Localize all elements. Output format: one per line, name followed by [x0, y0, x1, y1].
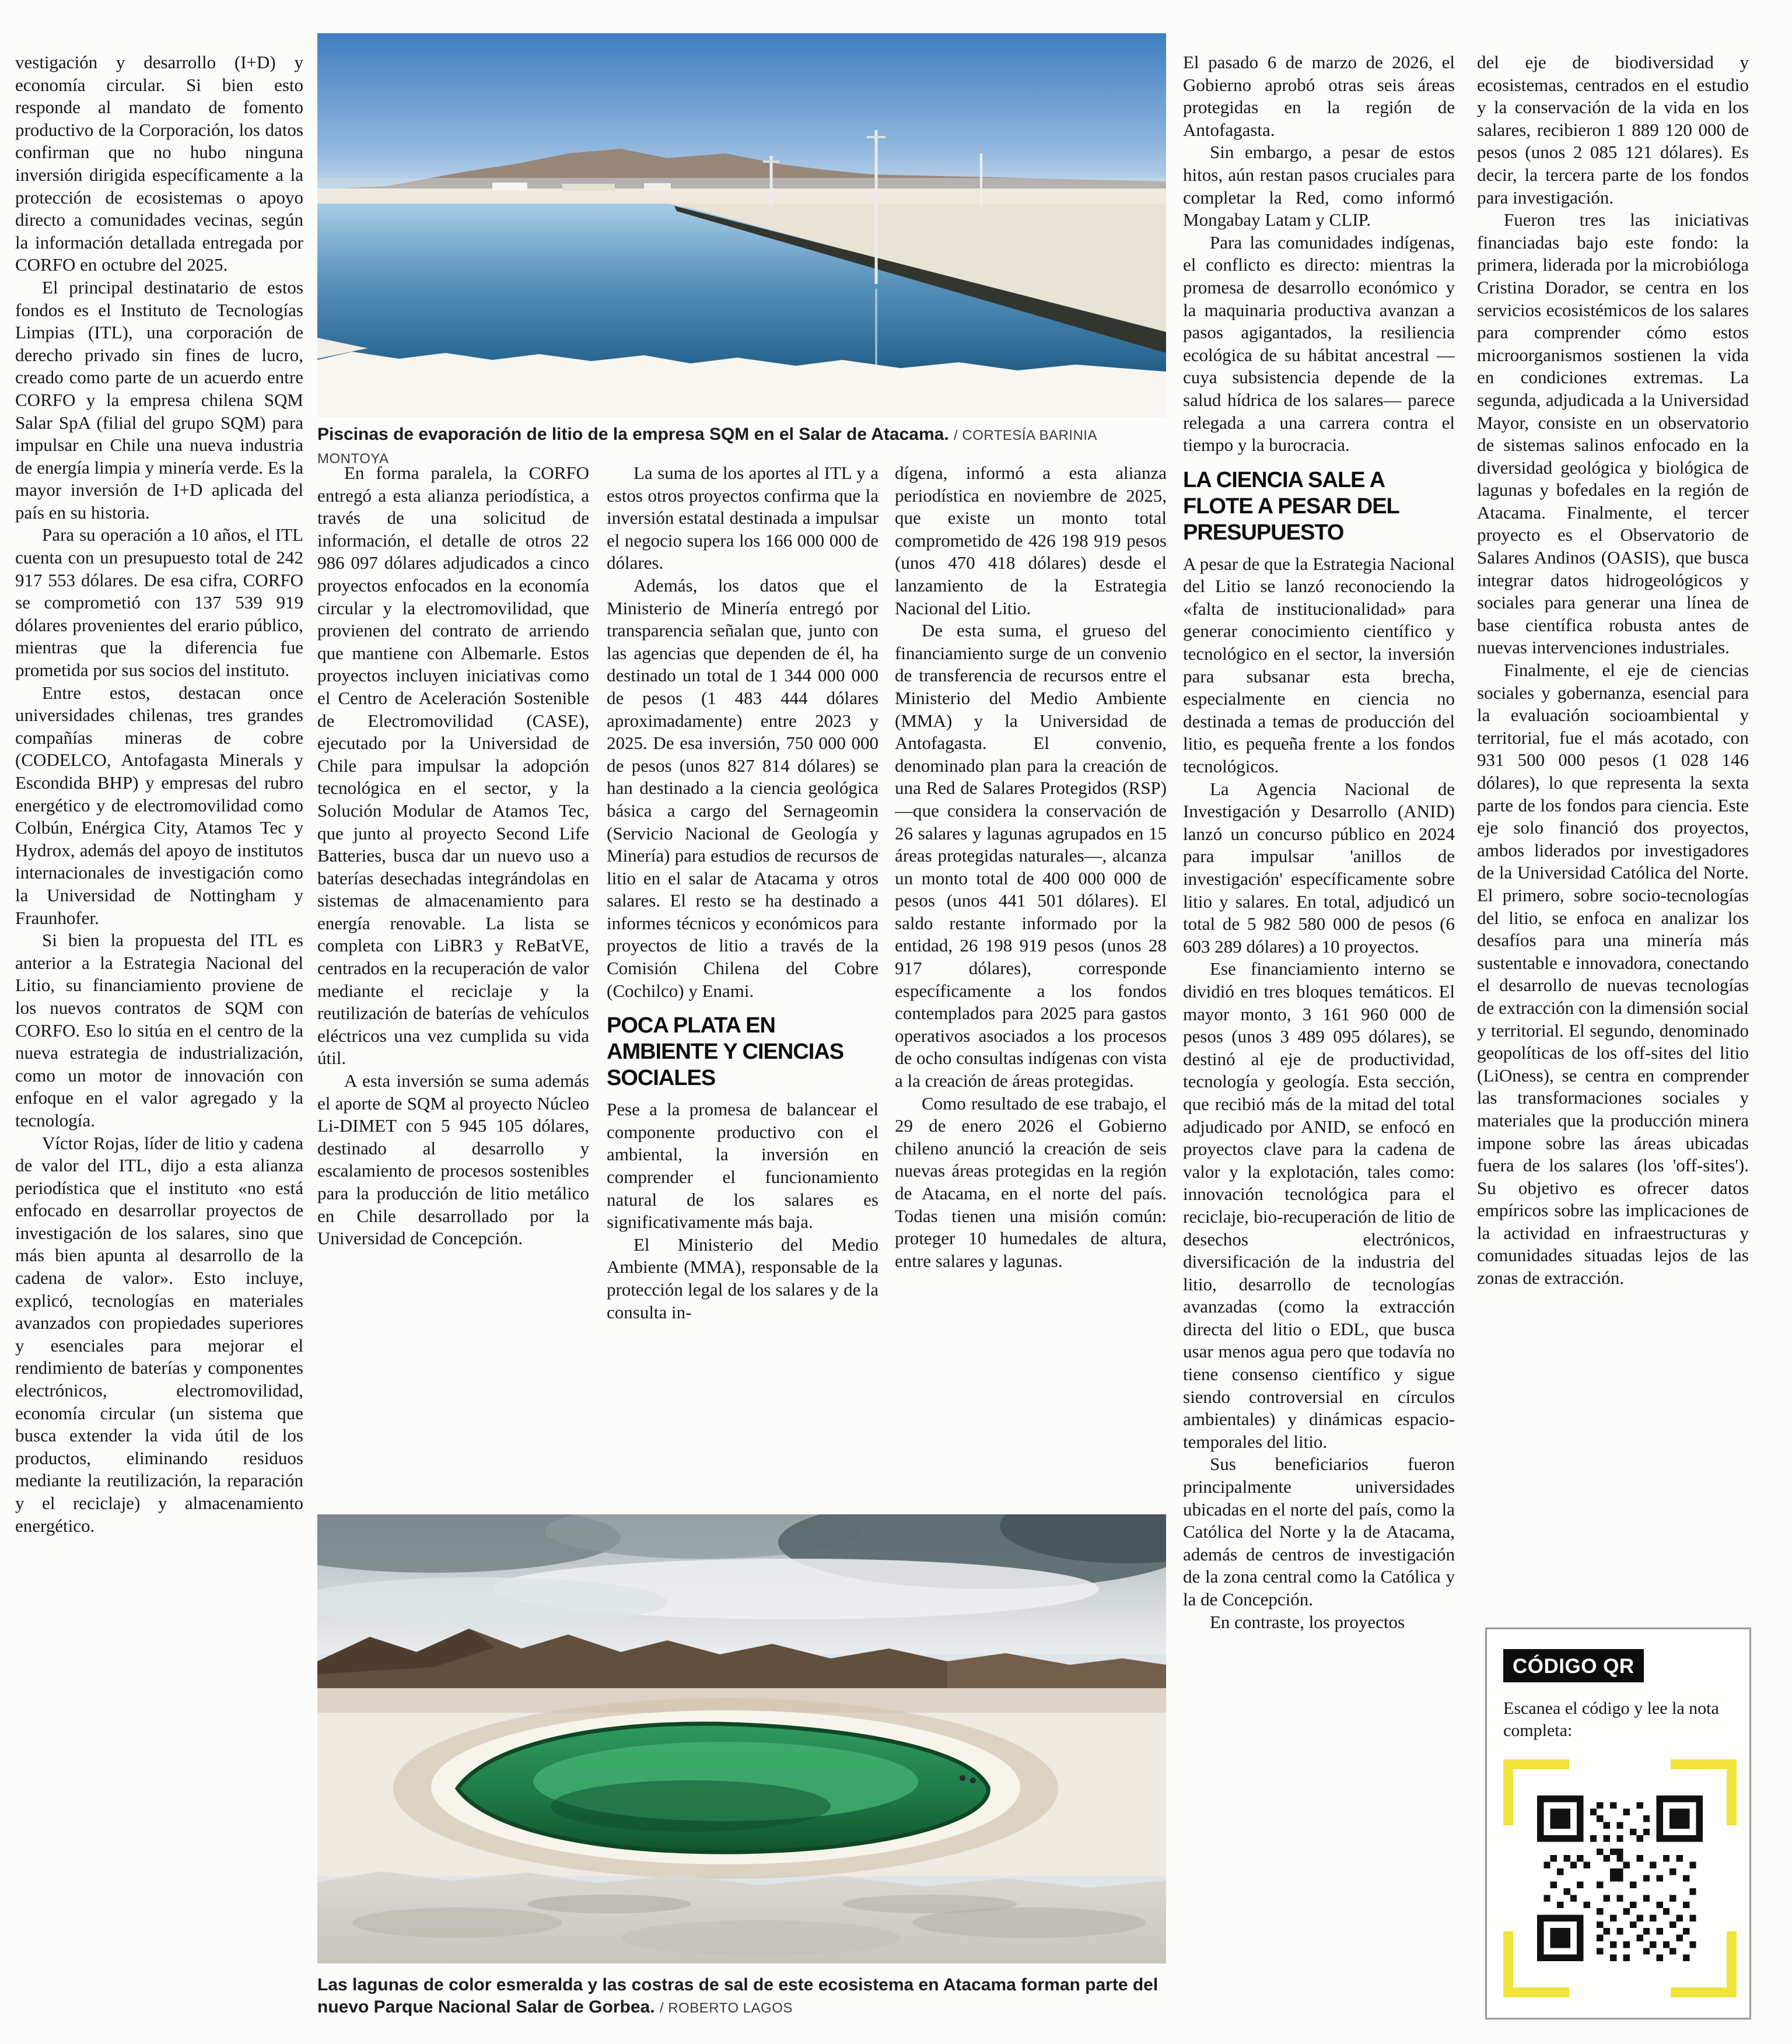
paragraph: Para las comunidades indígenas, el conflicto es directo: mientras la promesa de desarrollo económico y la maquinaria productiva avanzan a pasos agigantados, la resiliencia ecológica de su hábitat ancestral —cuya subsistencia depende de la salud hídrica de los salares— parece relegada a una carrera contra el tiempo y la burocracia. [1183, 232, 1455, 456]
qr-code-icon [1537, 1796, 1703, 1961]
article-column-2 [317, 462, 589, 1489]
article-column-1 [15, 51, 303, 1947]
paragraph: Sus beneficiarios fueron principalmente universidades ubicadas en el norte del país, como la Católica del Norte y la de Atacama, además de centros de investigación de la zona central como la Católica y la de Concepción. [1183, 1454, 1455, 1609]
paragraph: Si bien la propuesta del ITL es anterior a la Estrategia Nacional del Litio, su financiamiento proviene de los nuevos contratos de SQM con CORFO. Eso lo sitúa en el centro de la nueva estrategia de industrialización, como un motor de innovación con enfoque en el valor agregado y la tecnología. [15, 930, 303, 1130]
paragraph: Finalmente, el eje de ciencias sociales y gobernanza, esencial para la evaluación socioambiental y territorial, fue el más acotado, con 931 500 000 pesos (1 028 146 dólares), lo que representa la sexta parte de los fondos para ciencia. Este eje solo financió dos proyectos, ambos liderados por investigadores de la Universidad Católica del Norte. El primero, sobre socio-tecnologías del litio, se enfoca en analizar los desafíos para una minería más sustentable e innovadora, conectando el desarrollo de nuevas tecnologías de extracción con la dimensión social y territorial. El segundo, denominado geopolíticas de los off-sites del litio (LiOness), se centra en comprender las transformaciones sociales y materiales que la producción minera impone sobre las áreas ubicadas fuera de los salares (los 'off-sites'). Su objetivo es ofrecer datos empíricos sobre las implicaciones de la actividad en infraestructuras y comunidades situadas lejos de las zonas de extracción. [1477, 660, 1749, 1289]
paragraph: Como resultado de ese trabajo, el 29 de enero 2026 el Gobierno chileno anunció la creación de seis nuevas áreas protegidas en la región de Atacama, en el norte del país. Todas tienen una misión común: proteger 10 humedales de altura, entre salares y lagunas. [895, 1093, 1167, 1271]
article-column-3 [607, 462, 878, 1494]
paragraph: del eje de biodiversidad y ecosistemas, centrados en el estudio y la conservación de la vida en los salares, recibieron 1 889 120 000 de pesos (unos 2 085 121 dólares). Es decir, la tercera parte de los fondos para investigación. [1477, 52, 1749, 208]
paragraph: Para su operación a 10 años, el ITL cuenta con un presupuesto total de 242 917 553 dólares. De esa cifra, CORFO se comprometió con 137 539 919 dólares provenientes del erario público, mientras que la diferencia fue prometida por sus socios del instituto. [15, 524, 303, 681]
article-column-4 [895, 462, 1167, 1494]
paragraph: dígena, informó a esta alianza periodística en noviembre de 2025, que existe un monto total comprometido de 426 198 919 pesos (unos 470 418 dólares) desde el lanzamiento de la Estrategia Nacional del Litio. [895, 463, 1167, 618]
caption-bottom-photo [317, 1974, 1166, 2020]
caption-text: Las lagunas de color esmeralda y las costras de sal de este ecosistema en Atacama forman parte del nuevo Parque Nacional Salar de Gorbea. [317, 1975, 1158, 2017]
paragraph: Entre estos, destacan once universidades chilenas, tres grandes compañías mineras de cobre (CODELCO, Antofagasta Minerals y Escondida BHP) y empresas del rubro energético y de electromovilidad como Colbún, Enérgica City, Atamos Tec y Hydrox, además del apoyo de institutos internacionales de investigación como la Universidad de Nottingham y Fraunhofer. [15, 682, 303, 928]
section-subhead-environment: POCA PLATA EN AMBIENTE Y CIENCIAS SOCIALES [607, 1013, 844, 1091]
paragraph: La suma de los aportes al ITL y a estos otros proyectos confirma que la inversión estatal destinada a impulsar el negocio supera los 166 000 000 de dólares. [607, 463, 878, 573]
paragraph: En forma paralela, la CORFO entregó a esta alianza periodística, a través de una solicitud de información, el detalle de otros 22 986 097 dólares adjudicados a cinco proyectos enfocados en la economía circular y la electromovilidad, que provienen del contrato de arriendo que mantiene con Albemarle. Estos proyectos incluyen iniciativas como el Centro de Aceleración Sostenible de Electromovilidad (CASE), ejecutado por la Universidad de Chile para impulsar la adopción tecnológica en el sector, y la Solución Modular de Atamos Tec, que junto al proyecto Second Life Batteries, busca dar un nuevo uso a baterías desechadas integrándolas en sistemas de almacenamiento para energía renovable. La lista se completa con LiBR3 y ReBatVE, centrados en la recuperación de valor mediante el reciclaje y la reutilización de baterías de vehículos eléctricos una vez cumplida su vida útil. [317, 463, 589, 1069]
qr-box-instruction: Escanea el código y lee la nota completa: [1503, 1699, 1719, 1740]
paragraph: El principal destinatario de estos fondos es el Instituto de Tecnologías Limpias (ITL), una corporación de derecho privado sin fines de lucro, creado como parte de un acuerdo entre CORFO y la empresa chilena SQM Salar SpA (filial del grupo SQM) para impulsar en Chile una nueva industria de energía limpia y minería verde. Es la mayor inversión de I+D aplicada del país en su historia. [15, 276, 303, 523]
emerald-lagoon-image [317, 1514, 1166, 1964]
section-subhead-science: LA CIENCIA SALE A FLOTE A PESAR DEL PRESUPUESTO [1183, 467, 1399, 545]
paragraph: En contraste, los proyectos [1210, 1611, 1405, 1632]
qr-code-box [1485, 1628, 1751, 2020]
article-column-6 [1477, 51, 1749, 1615]
paragraph: vestigación y desarrollo (I+D) y economía circular. Si bien esto responde al mandato de fomento productivo de la Corporación, los datos confirman que no hubo ninguna inversión dirigida específicamente a la protección de ecosistemas o apoyo directo a comunidades vecinas, según la información detallada entregada por CORFO en octubre del 2025. [15, 52, 303, 275]
qr-box-title: CÓDIGO QR [1503, 1649, 1644, 1682]
paragraph: Sin embargo, a pesar de estos hitos, aún restan pasos cruciales para completar la Red, como informó Mongabay Latam y CLIP. [1183, 142, 1455, 230]
article-column-5 [1183, 51, 1455, 2035]
paragraph: De esta suma, el grueso del financiamiento surge de un convenio de transferencia de recursos entre el Ministerio del Medio Ambiente (MMA) y la Universidad de Antofagasta. El convenio, denominado plan para la creación de una Red de Salares Protegidos (RSP) —que considera la conservación de 26 salares y lagunas agrupados en 15 áreas protegidas naturales—, alcanza un monto total de 400 000 000 de pesos (unos 441 501 dólares). El saldo restante informado por la entidad, 26 198 919 pesos (unos 28 917 dólares), corresponde específicamente a los fondos contemplados para 2025 para gastos operativos asociados a los procesos de ocho consultas indígenas con vista a la creación de áreas protegidas. [895, 620, 1167, 1091]
paragraph: A pesar de que la Estrategia Nacional del Litio se lanzó reconociendo la «falta de institucionalidad» para generar conocimiento científico y tecnológico en el sector, la inversión para subsanar esta brecha, especialmente en ciencia no destinada a temas de producción del litio, es pequeña frente a los fondos tecnológicos. [1183, 553, 1455, 777]
photo-evaporation-ponds [317, 33, 1166, 417]
qr-code-frame [1503, 1759, 1737, 1997]
paragraph: Víctor Rojas, líder de litio y cadena de valor del ITL, dijo a esta alianza periodística que el instituto «no está enfocado en desarrollar proyectos de investigación de los salares, sino que más bien apunta al desarrollo de la cadena de valor». Esto incluye, explicó, tecnologías en materiales avanzados con propiedades superiores y esenciales para mejorar el rendimiento de baterías y componentes electrónicos, electromovilidad, economía circular (un sistema que busca extender la vida útil de los productos, eliminando residuos mediante la reutilización, la reparación y el reciclaje) y almacenamiento energético. [15, 1132, 303, 1536]
paragraph: La Agencia Nacional de Investigación y Desarrollo (ANID) lanzó un concurso público en 2024 para impulsar 'anillos de investigación' específicamente sobre litio y salares. En total, adjudicó un total de 5 982 580 000 de pesos (6 603 289 dólares) a 10 proyectos. [1183, 778, 1455, 957]
paragraph: Pese a la promesa de balancear el componente productivo con el ambiental, la inversión en comprender el funcionamiento natural de los salares es significativamente más baja. [607, 1099, 878, 1233]
caption-credit: / ROBERTO LAGOS [659, 2000, 793, 2016]
evaporation-ponds-image [317, 33, 1166, 417]
paragraph: A esta inversión se suma además el aporte de SQM al proyecto Núcleo Li-DIMET con 5 945 105 dólares, destinado al desarrollo y escalamiento de procesos sostenibles para la producción de litio metálico en Chile desarrollado por la Universidad de Concepción. [317, 1070, 589, 1249]
paragraph: El pasado 6 de marzo de 2026, el Gobierno aprobó otras seis áreas protegidas en la región de Antofagasta. [1183, 52, 1455, 140]
paragraph: El Ministerio del Medio Ambiente (MMA), responsable de la protección legal de los salares y de la consulta in- [607, 1234, 878, 1322]
paragraph: Fueron tres las iniciativas financiadas bajo este fondo: la primera, liderada por la microbióloga Cristina Dorador, se centra en los servicios ecosistémicos de los salares para comprender cómo estos microorganismos sostienen la vida en condiciones extremas. La segunda, adjudicada a la Universidad Mayor, consiste en un observatorio de sistemas salinos enfocado en la diversidad geológica y biológica de lagunas y bofedales en la región de Atacama. Finalmente, el tercer proyecto es el Observatorio de Salares Andinos (OASIS), que busca integrar datos hidrogeológicos y sociales para generar una línea de base científica robusta antes de nuevas intervenciones industriales. [1477, 209, 1749, 658]
caption-text: Piscinas de evaporación de litio de la empresa SQM en el Salar de Atacama. [317, 425, 949, 444]
photo-emerald-lagoon [317, 1514, 1166, 1964]
caption-credit: / CORTESÍA BARINIA MONTOYA [317, 428, 1097, 467]
paragraph: Ese financiamiento interno se dividió en tres bloques temáticos. El mayor monto, 3 161 960 000 de pesos (unos 3 489 095 dólares), se destinó al eje de productividad, tecnología y geología. Esta sección, que recibió más de la mitad del total adjudicado por ANID, se enfocó en proyectos clave para la cadena de valor y la explotación, tales como: innovación tecnológica para el reciclaje, bio-recuperación de litio de desechos electrónicos, diversificación de la industria del litio, desarrollo de tecnologías avanzadas (como la extracción directa del litio o EDL, que busca usar menos agua pero que todavía no tiene consenso científico y sigue siendo controversial en círculos ambientales) y dinámicas espacio-temporales del litio. [1183, 958, 1455, 1452]
paragraph: Además, los datos que el Ministerio de Minería entregó por transparencia señalan que, junto con las agencias que dependen de él, ha destinado un total de 1 344 000 000 de pesos (1 483 444 dólares aproximadamente) entre 2023 y 2025. De esa inversión, 750 000 000 de pesos (unos 827 814 dólares) se han destinado a la ciencia geológica básica a cargo del Sernageomin (Servicio Nacional de Geología y Minería) para estudios de recursos de litio en el salar de Atacama y otros salares. El resto se ha destinado a informes técnicos y económicos para proyectos de litio a través de la Comisión Chilena del Cobre (Cochilco) y Enami. [607, 575, 878, 1001]
